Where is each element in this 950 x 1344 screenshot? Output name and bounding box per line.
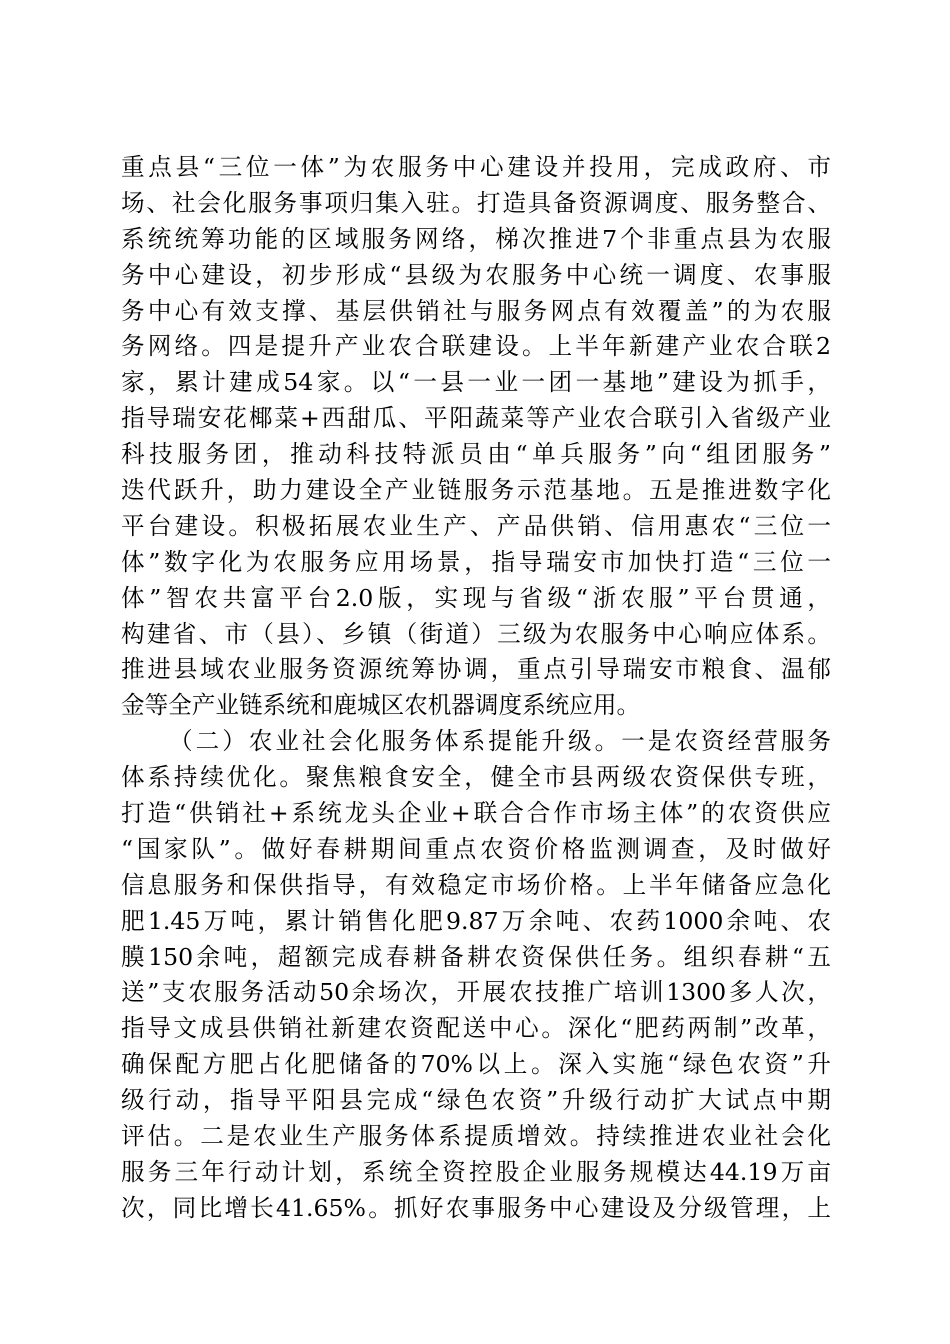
text-line: 级行动，指导平阳县完成“绿色农资”升级行动扩大试点中期	[121, 1086, 831, 1115]
text-line: 送”支农服务活动50余场次，开展农技推广培训1300多人次，	[121, 978, 831, 1007]
section-heading-line: （二）农业社会化服务体系提能升级。一是农资经营服务	[169, 727, 831, 756]
text-line: 信息服务和保供指导，有效稳定市场价格。上半年储备应急化	[121, 870, 831, 899]
text-line: 迭代跃升，助力建设全产业链服务示范基地。五是推进数字化	[121, 476, 831, 505]
text-line: 重点县“三位一体”为农服务中心建设并投用，完成政府、市	[121, 153, 831, 181]
text-line: 膜150余吨，超额完成春耕备耕农资保供任务。组织春耕“五	[121, 942, 831, 971]
text-line: “国家队”。做好春耕期间重点农资价格监测调查，及时做好	[121, 834, 831, 863]
text-line: 科技服务团，推动科技特派员由“单兵服务”向“组团服务”	[121, 440, 831, 469]
text-line: 体”智农共富平台2.0版，实现与省级“浙农服”平台贯通，	[121, 583, 831, 612]
text-line: 评估。二是农业生产服务体系提质增效。持续推进农业社会化	[121, 1122, 831, 1151]
text-line: 构建省、市（县）、乡镇（街道）三级为农服务中心响应体系。	[121, 619, 831, 648]
text-line: 确保配方肥占化肥储备的70%以上。深入实施“绿色农资”升	[121, 1050, 831, 1079]
text-line: 务中心有效支撑、基层供销社与服务网点有效覆盖”的为农服	[121, 296, 831, 325]
text-line: 系统统筹功能的区域服务网络，梯次推进7个非重点县为农服	[121, 224, 831, 253]
text-line: 次，同比增长41.65%。抓好农事服务中心建设及分级管理，上	[121, 1193, 831, 1222]
text-line: 指导文成县供销社新建农资配送中心。深化“肥药两制”改革，	[121, 1014, 831, 1043]
text-line: 体”数字化为农服务应用场景，指导瑞安市加快打造“三位一	[121, 547, 831, 576]
text-line: 肥1.45万吨，累计销售化肥9.87万余吨、农药1000余吨、农	[121, 906, 831, 935]
text-line: 打造“供销社+系统龙头企业+联合合作市场主体”的农资供应	[121, 799, 831, 828]
text-line: 服务三年行动计划，系统全资控股企业服务规模达44.19万亩	[121, 1157, 831, 1186]
text-line: 场、社会化服务事项归集入驻。打造具备资源调度、服务整合、	[121, 188, 831, 217]
text-line: 体系持续优化。聚焦粮食安全，健全市县两级农资保供专班，	[121, 763, 831, 792]
text-line: 平台建设。积极拓展农业生产、产品供销、信用惠农“三位一	[121, 511, 831, 540]
text-line: 务中心建设，初步形成“县级为农服务中心统一调度、农事服	[121, 260, 831, 289]
text-line: 金等全产业链系统和鹿城区农机器调度系统应用。	[121, 691, 641, 720]
body-text	[121, 150, 831, 1227]
text-line: 务网络。四是提升产业农合联建设。上半年新建产业农合联2	[121, 332, 831, 361]
text-line: 家，累计建成54家。以“一县一业一团一基地”建设为抓手，	[121, 368, 831, 397]
text-line: 推进县域农业服务资源统筹协调，重点引导瑞安市粮食、温郁	[121, 655, 831, 684]
text-line: 指导瑞安花椰菜+西甜瓜、平阳蔬菜等产业农合联引入省级产业	[121, 404, 831, 433]
